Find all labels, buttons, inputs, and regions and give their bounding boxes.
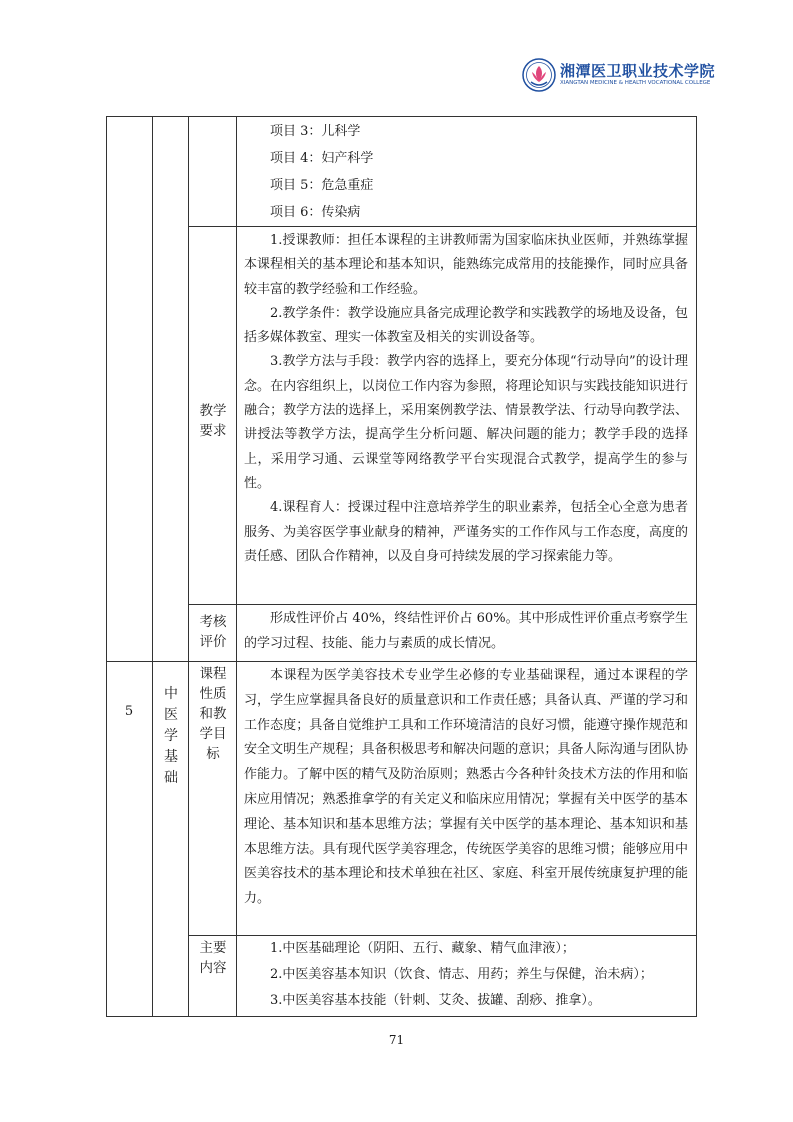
list-item: 项目 5：危急重症 [270, 178, 374, 193]
teaching-req-text [244, 229, 688, 569]
list-item: 项目 3：儿科学 [270, 124, 361, 139]
list-item: 1.中医基础理论（阴阳、五行、藏象、精气血津液）； [270, 941, 575, 956]
assessment-text: 形成性评价占 40%，终结性评价占 60%。其中形成性评价重点考察学生的学习过程、技能、能力与素质的成长情况。 [244, 611, 688, 651]
paragraph: 4.课程育人：授课过程中注意培养学生的职业素养，包括全心全意为患者服务、为美容医学事业献身的精神，严谨务实的工作作风与工作态度，高度的责任感、团队合作精神，以及自身可持续发展的学习探索能力等。 [244, 500, 688, 564]
project-list [244, 118, 684, 226]
paragraph: 2.教学条件：教学设施应具备完成理论教学和实践教学的场地及设备，包括多媒体教室、理实一体教室及相关的实训设备等。 [244, 305, 688, 346]
college-name-en: XIANGTAN MEDICINE & HEALTH VOCATIONAL COLLEGE [560, 80, 711, 86]
main-content-list [244, 936, 688, 1014]
main-content-label: 主要内容 [199, 940, 227, 976]
college-name: 湘潭医卫职业技术学院 [560, 62, 716, 80]
list-item: 项目 4：妇产科学 [270, 151, 374, 166]
paragraph: 1.授课教师：担任本课程的主讲教师需为国家临床执业医师，并熟练掌握本课程相关的基本理论和基本知识，能熟练完成常用的技能操作，同时应具备较丰富的教学经验和工作经验。 [244, 233, 688, 297]
list-item: 项目 6：传染病 [270, 205, 361, 220]
course-nature-text: 本课程为医学美容技术专业学生必修的专业基础课程，通过本课程的学习，学生应掌握具备良好的质量意识和工作责任感；具备认真、严谨的学习和工作态度；具备自觉维护工具和工作环境清洁的良好习惯，能遵守操作规范和安全文明生产规程；具备积极思考和解决问题的意识；具备人际沟通与团队协作能力。了解中医的精气及防治原则；熟悉古今各种针灸技术方法的作用和临床应用情况；熟悉推拿学的有关定义和临床应用情况；掌握有关中医学的基本理论、基本知识和基本思维方法；掌握有关中医学的基本理论、基本知识和基本思维方法。具有现代医学美容理念，传统医学美容的思维习惯；能够应用中医美容技术的基本理论和技术单独在社区、家庭、科室开展传统康复护理的能力。 [244, 668, 688, 907]
course-number: 5 [124, 704, 134, 719]
list-item: 3.中医美容基本技能（针刺、艾灸、拔罐、刮痧、推拿）。 [270, 993, 601, 1008]
course-name: 中医学基础 [164, 686, 178, 786]
list-item: 2.中医美容基本知识（饮食、情志、用药；养生与保健，治未病）； [270, 967, 653, 982]
course-nature-label: 课程性质和教学目标 [199, 666, 227, 762]
assessment-label: 考核评价 [199, 614, 227, 650]
page-number: 71 [388, 1033, 405, 1047]
college-emblem-icon [522, 58, 556, 92]
course-table [106, 116, 697, 1017]
college-logo [522, 58, 716, 92]
teaching-req-label: 教学要求 [199, 403, 227, 439]
paragraph: 3.教学方法与手段：教学内容的选择上，要充分体现“行动导向”的设计理念。在内容组织上，以岗位工作内容为参照，将理论知识与实践技能知识进行融合；教学方法的选择上，采用案例教学法、情景教学法、行动导向教学法、讲授法等教学方法，提高学生分析问题、解决问题的能力；教学手段的选择上，采用学习通、云课堂等网络教学平台实现混合式教学，提高学生的参与性。 [244, 354, 688, 491]
